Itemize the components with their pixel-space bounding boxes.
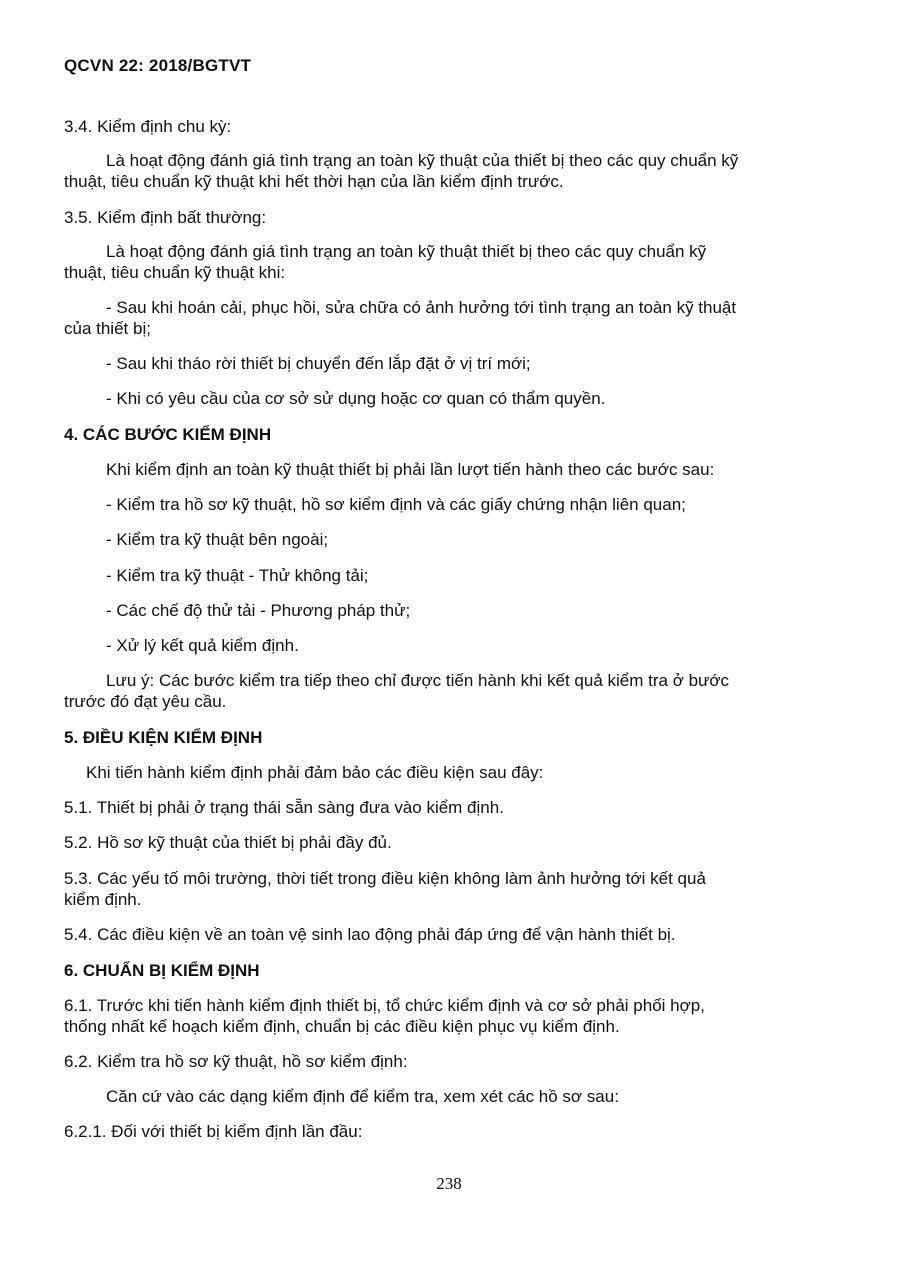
paragraph-line: Là hoạt động đánh giá tình trạng an toàn kỹ thuật của thiết bị theo các quy chuẩn kỹ <box>106 151 739 170</box>
paragraph-line: thuật, tiêu chuẩn kỹ thuật khi hết thời hạn của lần kiểm định trước. <box>64 172 564 191</box>
clause-5-3: 5.3. Các yếu tố môi trường, thời tiết trong điều kiện không làm ảnh hưởng tới kết quả <box>64 869 706 888</box>
section-heading-4: 4. CÁC BƯỚC KIỂM ĐỊNH <box>64 425 272 444</box>
paragraph-line: Khi kiểm định an toàn kỹ thuật thiết bị phải lần lượt tiến hành theo các bước sau: <box>106 460 715 479</box>
section-heading-5: 5. ĐIỀU KIỆN KIỂM ĐỊNH <box>64 728 263 747</box>
clause-6-2: 6.2. Kiểm tra hồ sơ kỹ thuật, hồ sơ kiểm định: <box>64 1052 408 1071</box>
section-heading-3-4: 3.4. Kiểm định chu kỳ: <box>64 117 232 136</box>
paragraph-line: Khi tiến hành kiểm định phải đảm bảo các điều kiện sau đây: <box>86 763 544 782</box>
note-line: trước đó đạt yêu cầu. <box>64 692 227 711</box>
clause-5-3-continuation: kiểm định. <box>64 890 142 909</box>
paragraph-line: Căn cứ vào các dạng kiểm định để kiểm tra, xem xét các hồ sơ sau: <box>106 1087 619 1106</box>
list-item: - Sau khi hoán cải, phục hồi, sửa chữa có ảnh hưởng tới tình trạng an toàn kỹ thuật <box>106 298 737 317</box>
list-item: - Các chế độ thử tải - Phương pháp thử; <box>106 601 411 620</box>
list-item: - Kiểm tra kỹ thuật - Thử không tải; <box>106 566 369 585</box>
list-item: - Khi có yêu cầu của cơ sở sử dụng hoặc cơ quan có thẩm quyền. <box>106 389 606 408</box>
clause-5-1: 5.1. Thiết bị phải ở trạng thái sẵn sàng đưa vào kiểm định. <box>64 798 504 817</box>
clause-6-2-1: 6.2.1. Đối với thiết bị kiểm định lần đầu: <box>64 1122 363 1141</box>
list-item: - Xử lý kết quả kiểm định. <box>106 636 299 655</box>
clause-5-4: 5.4. Các điều kiện về an toàn vệ sinh lao động phải đáp ứng để vận hành thiết bị. <box>64 925 676 944</box>
list-item: - Kiểm tra hồ sơ kỹ thuật, hồ sơ kiểm định và các giấy chứng nhận liên quan; <box>106 495 686 514</box>
section-heading-6: 6. CHUẨN BỊ KIỂM ĐỊNH <box>64 961 260 980</box>
section-heading-3-5: 3.5. Kiểm định bất thường: <box>64 208 267 227</box>
clause-5-2: 5.2. Hồ sơ kỹ thuật của thiết bị phải đầy đủ. <box>64 833 392 852</box>
clause-6-1: 6.1. Trước khi tiến hành kiểm định thiết bị, tổ chức kiểm định và cơ sở phải phối hợp, <box>64 996 705 1015</box>
list-item-continuation: của thiết bị; <box>64 319 151 338</box>
list-item: - Kiểm tra kỹ thuật bên ngoài; <box>106 530 329 549</box>
page-number: 238 <box>436 1174 462 1193</box>
document-header: QCVN 22: 2018/BGTVT <box>64 56 252 75</box>
list-item: - Sau khi tháo rời thiết bị chuyển đến lắp đặt ở vị trí mới; <box>106 354 531 373</box>
note-line: Lưu ý: Các bước kiểm tra tiếp theo chỉ được tiến hành khi kết quả kiểm tra ở bước <box>106 671 730 690</box>
clause-6-1-continuation: thống nhất kế hoạch kiểm định, chuẩn bị các điều kiện phục vụ kiểm định. <box>64 1017 620 1036</box>
paragraph-line: thuật, tiêu chuẩn kỹ thuật khi: <box>64 263 286 282</box>
paragraph-line: Là hoạt động đánh giá tình trạng an toàn kỹ thuật thiết bị theo các quy chuẩn kỹ <box>106 242 707 261</box>
